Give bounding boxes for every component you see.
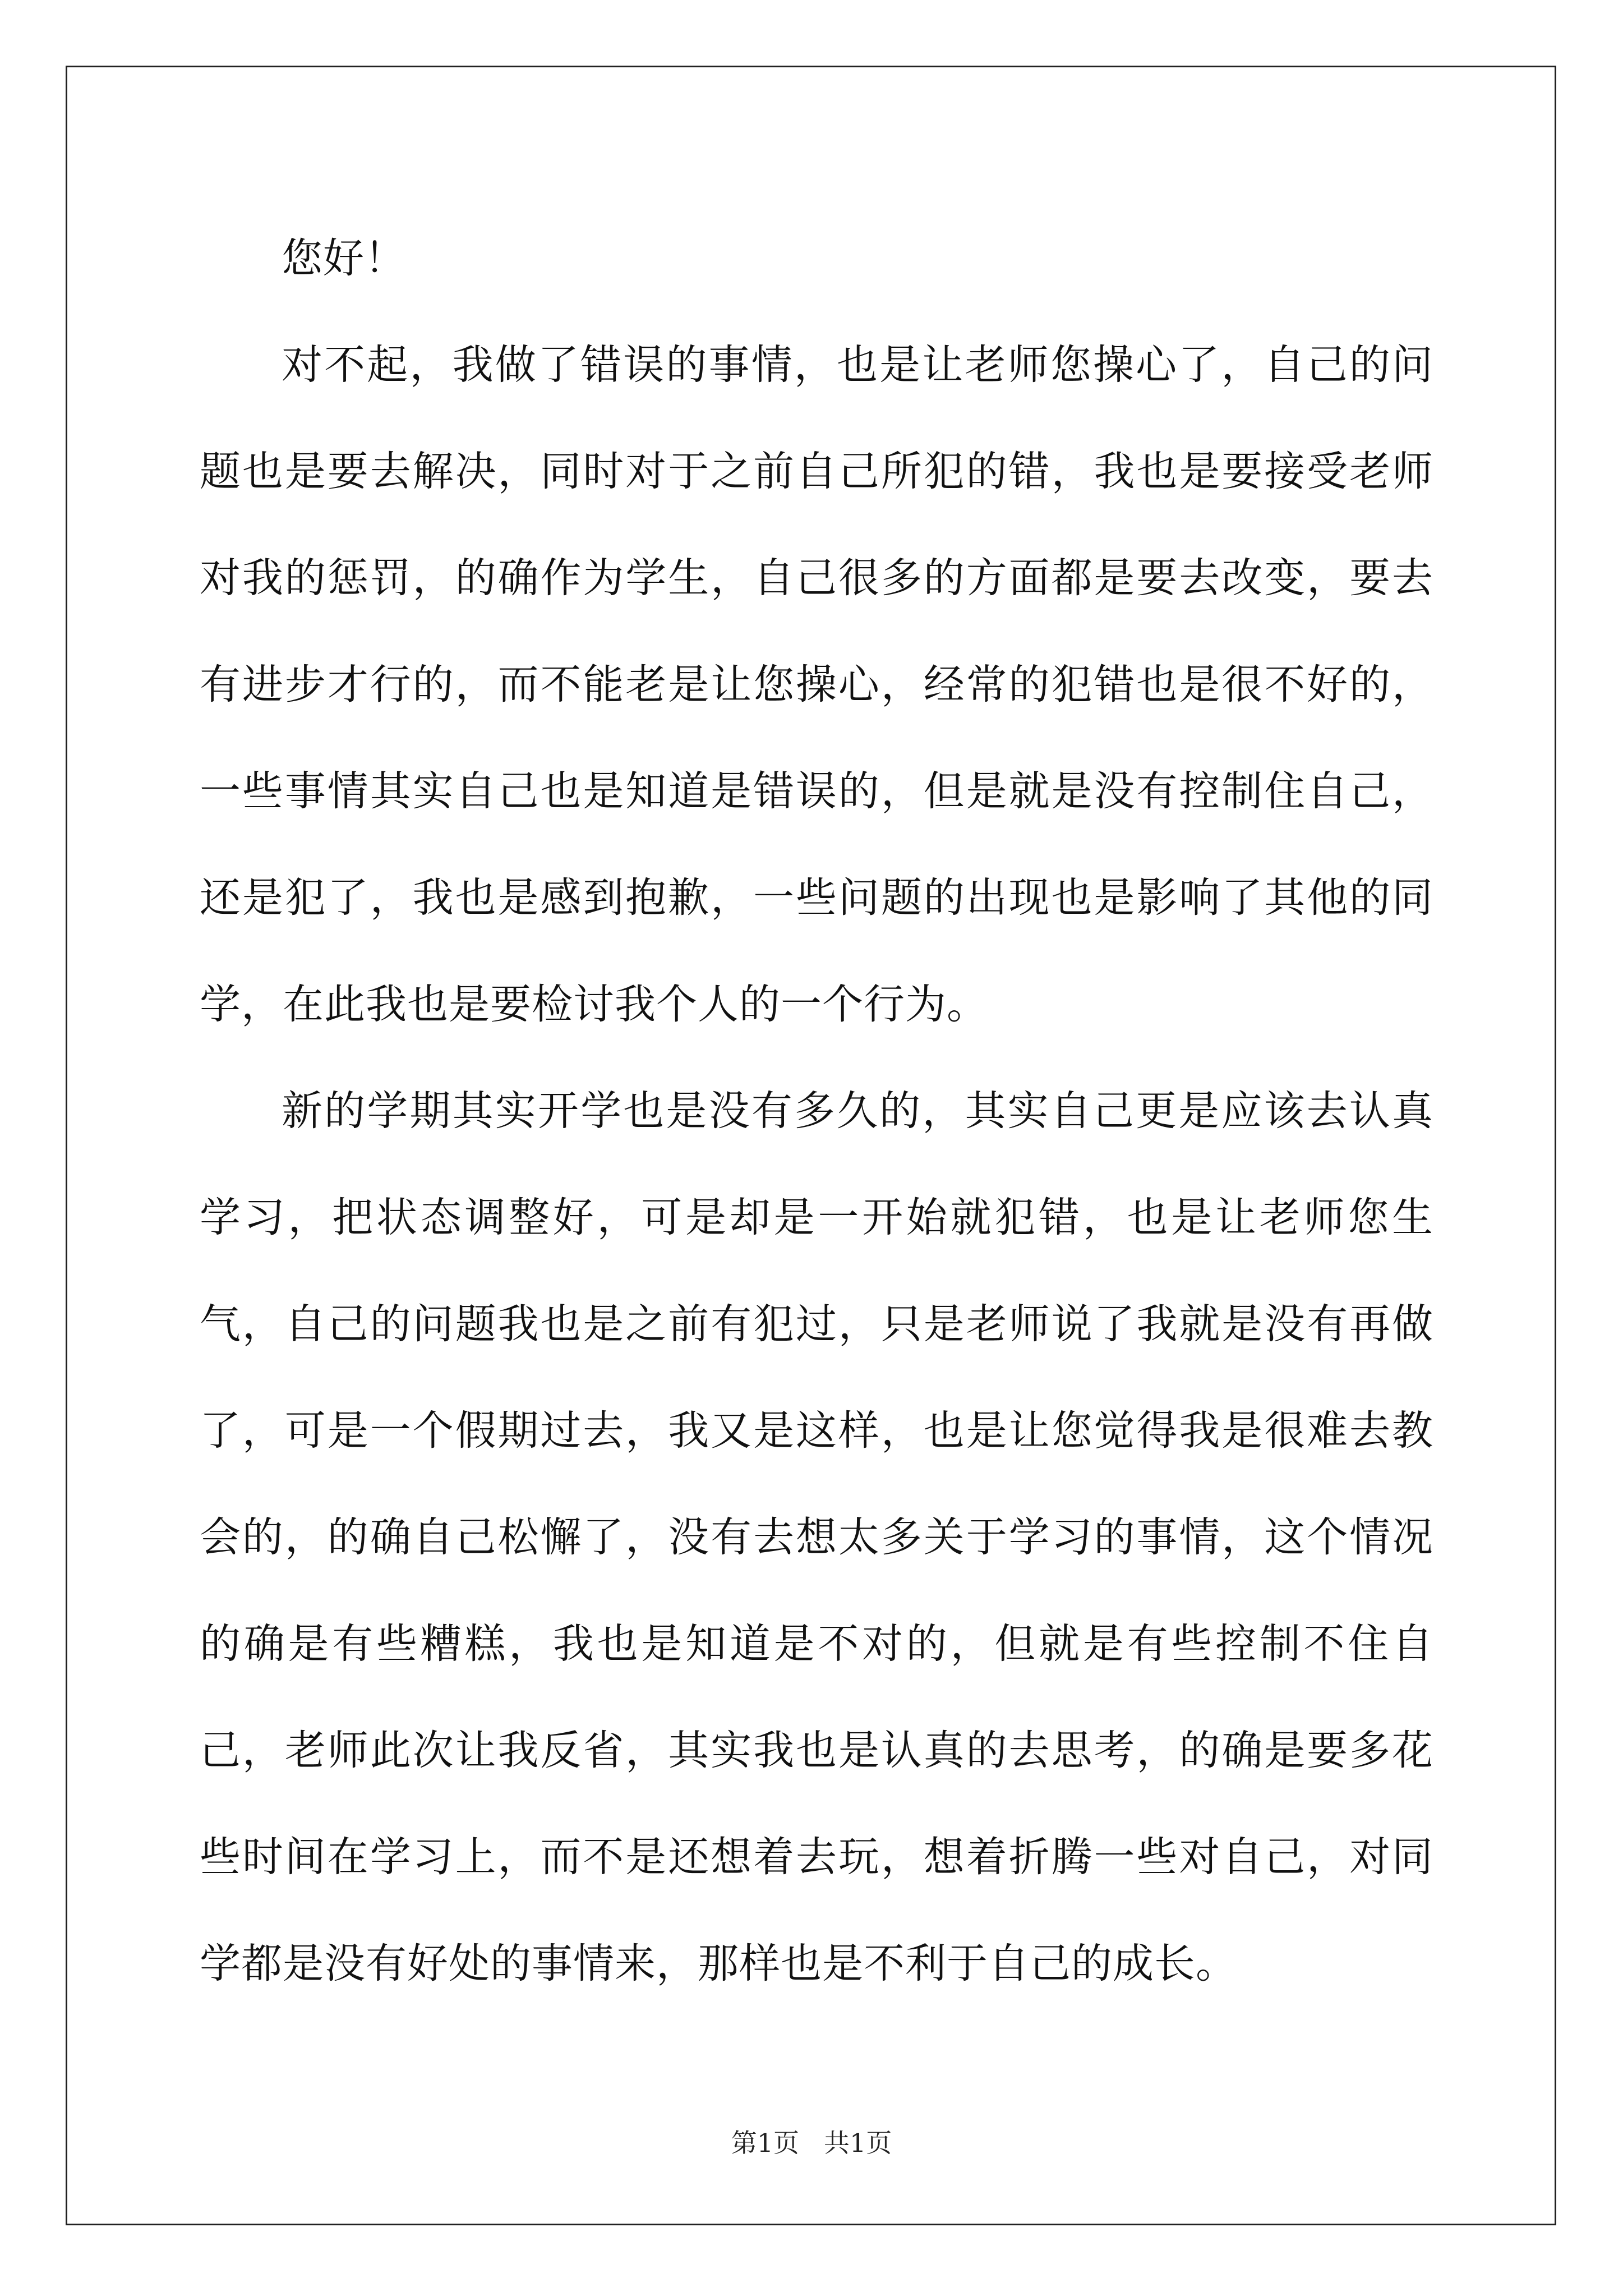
page-number: 第1页 [731,2128,800,2158]
document-body [200,205,1433,2017]
paragraph-1: 对不起，我做了错误的事情，也是让老师您操心了，自己的问题也是要去解决，同时对于之前自己所犯的错，我也是要接受老师对我的惩罚，的确作为学生，自己很多的方面都是要去改变，要去有进步才行的，而不能老是让您操心，经常的犯错也是很不好的，一些事情其实自己也是知道是错误的，但是就是没有控制住自己，还是犯了，我也是感到抱歉，一些问题的出现也是影响了其他的同学，在此我也是要检讨我个人的一个行为。 [200,341,1433,1028]
paragraph-2: 新的学期其实开学也是没有多久的，其实自己更是应该去认真学习，把状态调整好，可是却是一开始就犯错，也是让老师您生气，自己的问题我也是之前有犯过，只是老师说了我就是没有再做了，可是一个假期过去，我又是这样，也是让您觉得我是很难去教会的，的确自己松懈了，没有去想太多关于学习的事情，这个情况的确是有些糟糕，我也是知道是不对的，但就是有些控制不住自己，老师此次让我反省，其实我也是认真的去思考，的确是要多花些时间在学习上，而不是还想着去玩，想着折腾一些对自己，对同学都是没有好处的事情来，那样也是不利于自己的成长。 [200,1087,1433,1987]
greeting: 您好！ [282,234,406,282]
page-footer [0,2126,1623,2160]
page-total: 共1页 [823,2128,892,2158]
